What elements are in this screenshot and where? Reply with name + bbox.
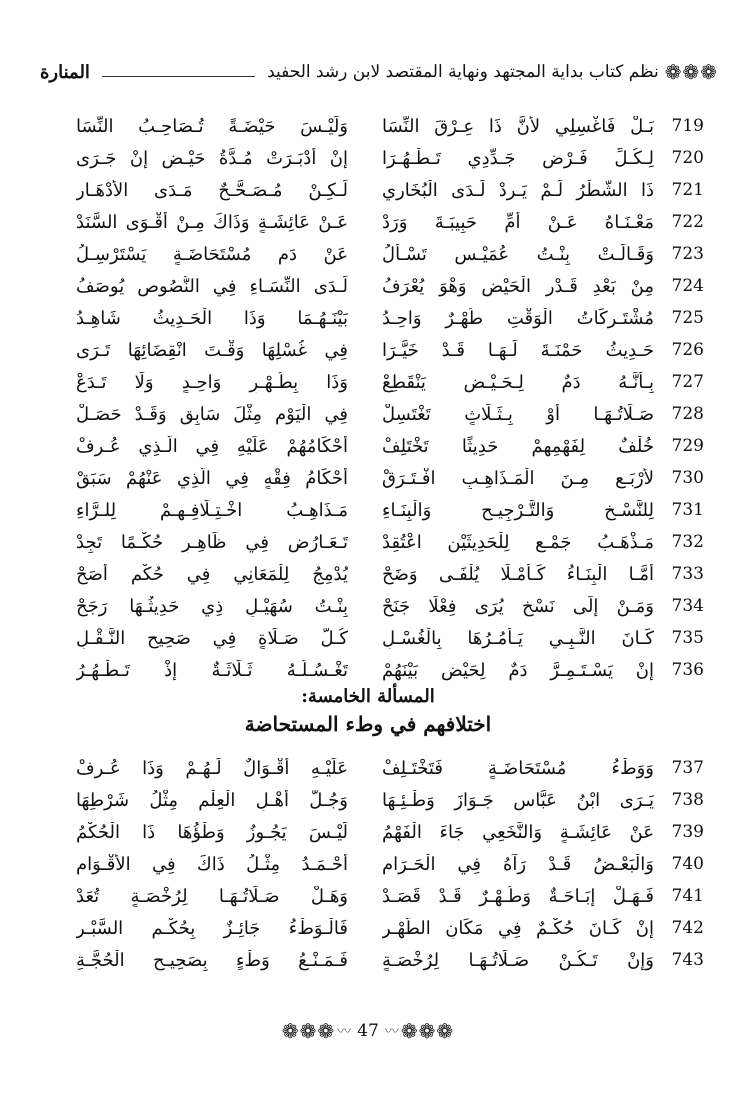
verse-second-hemistich: إنْ أَدْبَـرَتْ مُـدَّةُ حَيْـضٍ إنْ جَـرَى (76, 147, 348, 169)
verse-number: 720 (671, 148, 704, 168)
verse-first-hemistich: ذَا الشَّطْرُ لَـمْ يَـرِدْ لَـدَى الْبُخَارِي (382, 179, 654, 201)
verse-number: 743 (671, 950, 704, 970)
verse-second-hemistich: وَجُـلُّ أَهْـلِ الْعِلْمِ مِثْلُ شَرْطِهَا (76, 789, 348, 811)
section-subheading: اختلافهم في وطء المستحاضة (244, 712, 492, 736)
verse-second-hemistich: عَـنْ عَائِشَـةٍ وَذَاكَ مِـنْ أَقْـوَى السَّنَدْ (76, 211, 348, 233)
verse-number: 721 (671, 180, 704, 200)
verse-first-hemistich: كَـانَ النَّـبِـي يَـأْمُـرُهَا بِالْغُسْـلِ (382, 627, 654, 649)
verse-second-hemistich: أَحْكَامُهُمْ عَلَيْهِ فِي الَّـذِي عُـرِفْ (76, 435, 348, 457)
verse-first-hemistich: لأَرْبَـعٍ مِـنَ الْمَـذَاهِـبِ افْـتَـرَقْ (382, 467, 654, 489)
verse-first-hemistich: فَـهَـلْ إِبَـاحَـةٌ وَطُـهْـرٌ قَـدْ قَصَـدْ (382, 885, 654, 907)
verse-first-hemistich: بَـلْ فَاغْسِلِي لأَنَّ ذَا عِـرْقَ النِّسَا (382, 115, 654, 137)
verse-row (76, 622, 704, 654)
verse-first-hemistich: حَـدِيثُ حَمْنَـةَ لَـهَـا قَـدْ خَيَّـرَا (382, 339, 654, 361)
verse-first-hemistich: إِنْ كَـانَ حُكْـمٌ فِي مَكَانِ الطُّهْـرِ (382, 917, 654, 939)
verses-section-1 (76, 110, 704, 686)
verse-row (76, 752, 704, 784)
verse-first-hemistich: إِنْ يَسْـتَـمِـرَّ دَمٌ لِحَيْضٍ بَيْنَهُمْ (382, 659, 654, 681)
verse-second-hemistich: لَيْـسَ يَجُـوزُ وَطْؤُهَا ذَا الْحُكْمُ (76, 821, 348, 843)
verse-row (76, 110, 704, 142)
verse-row (76, 238, 704, 270)
verse-number: 732 (671, 532, 704, 552)
verse-row (76, 142, 704, 174)
verse-first-hemistich: مُشْتَـرِكَاتُ الْوَقْتِ طُهْـرٌ وَاحِـدُ (382, 307, 654, 329)
verse-number: 731 (671, 500, 704, 520)
footer-wave-right: 〰 (384, 1024, 399, 1040)
verse-first-hemistich: يَـرَى ابْنُ عَبَّاسٍ جَـوَازَ وَطْـئِـهَا (382, 789, 654, 811)
verse-second-hemistich: فِي الْيَوْمِ مِثْلَ سَابِقٍ وَقَـدْ حَصَـلْ (76, 403, 348, 425)
verse-first-hemistich: خُلْفٌ لِفَهْمِهِمْ حَدِيثًا تَخْتَلِفْ (382, 435, 654, 457)
verse-row (76, 654, 704, 686)
verse-second-hemistich: فَـمَـنْـعُ وَطْءٍ بِصَحِيـحِ الْحُجَّـةِ (76, 949, 348, 971)
verse-second-hemistich: بَيْنَـهُـمَا وَذَا الْحَـدِيثُ شَاهِـدُ (76, 307, 348, 329)
verse-second-hemistich: تَـعَـارُضٍ فِي ظَاهِـرٍ حُكْـمًا تَجِدْ (76, 531, 348, 553)
verse-second-hemistich: أَحْـمَـدُ مِثْـلُ ذَاكَ فِي الأَقْـوَامِ (76, 853, 348, 875)
verse-number: 737 (671, 758, 704, 778)
page-footer (0, 1016, 736, 1046)
verse-number: 734 (671, 596, 704, 616)
footer-ornament-left-icon: ❁❁❁ (281, 1019, 336, 1043)
verse-first-hemistich: مَعْـنَـاهُ عَـنْ أُمِّ حَبِيبَـةَ وَرَدْ (382, 211, 654, 233)
header-rule (102, 76, 255, 77)
verse-number: 733 (671, 564, 704, 584)
verse-row (76, 784, 704, 816)
verse-row (76, 944, 704, 976)
verse-row (76, 334, 704, 366)
verse-row (76, 526, 704, 558)
verse-second-hemistich: فِي غُسْلِهَا وَقْـتَ انْقِضَائِهَا تَـرَى (76, 339, 348, 361)
verse-number: 730 (671, 468, 704, 488)
verse-number: 719 (671, 116, 704, 136)
verse-number: 738 (671, 790, 704, 810)
verse-first-hemistich: أَمَّـا الْبِنَـاءُ كَـأَمْـلَا يُلْفَـى وَضَحْ (382, 563, 654, 585)
verse-second-hemistich: فَالْـوَطْءُ جَائِـزٌ بِحُكْـمِ السَّبْـرِ (76, 917, 348, 939)
verse-row (76, 590, 704, 622)
verse-second-hemistich: عَلَيْـهِ أَقْـوَالٌ لَـهُـمْ وَذَا عُـرِفْ (76, 757, 348, 779)
page-header (40, 52, 718, 92)
verse-number: 739 (671, 822, 704, 842)
verse-first-hemistich: مِنْ بَعْدِ قَـدْرِ الْحَيْضِ وَهْوَ يُعْرَفُ (382, 275, 654, 297)
verse-number: 726 (671, 340, 704, 360)
verse-number: 742 (671, 918, 704, 938)
verse-second-hemistich: لَـكِـنْ مُـصَـحَّـحٌ مَـدَى الأَدْهَـارِ (76, 179, 348, 201)
footer-wave-left: 〰 (337, 1024, 352, 1040)
verse-number: 725 (671, 308, 704, 328)
verse-second-hemistich: أَحْكَامُ فِقْهٍ فِي الَّذِي عَنْهُمْ سَبَقْ (76, 467, 348, 489)
verse-row (76, 270, 704, 302)
verse-first-hemistich: صَـلَاتُـهَـا أَوْ بِـثَـلَاثٍ تَغْتَسِلْ (382, 403, 654, 425)
verse-second-hemistich: كُـلَّ صَـلَاةٍ فِي صَحِيحِ النَّـقْـلِ (76, 627, 348, 649)
verse-number: 729 (671, 436, 704, 456)
verse-number: 728 (671, 404, 704, 424)
verse-number: 727 (671, 372, 704, 392)
verse-first-hemistich: بِـأَنَّـهُ دَمٌ لِـحَـيْـضٍ يَنْقَطِعْ (382, 371, 654, 393)
verse-number: 736 (671, 660, 704, 680)
verse-second-hemistich: وَلَيْـسَ حَيْضَـةً تُـصَاحِـبُ النِّسَا (76, 115, 348, 137)
verse-row (76, 366, 704, 398)
verse-second-hemistich: بِنْـتُ سُهَيْـلٍ ذِي حَدِيثُـهَا رَجَحْ (76, 595, 348, 617)
verse-first-hemistich: لِلنَّسْـخِ وَالتَّـرْجِيـحِ وَالْبِنَـاءِ (382, 499, 654, 521)
verses-section-2 (76, 752, 704, 976)
verse-number: 724 (671, 276, 704, 296)
publisher-brand: المنارة (40, 61, 90, 83)
verse-row (76, 494, 704, 526)
verse-row (76, 206, 704, 238)
verse-row (76, 558, 704, 590)
verse-number: 740 (671, 854, 704, 874)
verse-second-hemistich: لَـدَى النِّسَـاءِ فِي النُّصُوصِ يُوصَفُ (76, 275, 348, 297)
verse-row (76, 880, 704, 912)
verse-second-hemistich: مَـذَاهِـبُ اخْـتِـلَافِـهِـمْ لِلـرَّاءِ (76, 499, 348, 521)
verse-row (76, 848, 704, 880)
section-heading: المسألة الخامسة: (301, 686, 435, 707)
verse-number: 722 (671, 212, 704, 232)
verse-row (76, 816, 704, 848)
verse-first-hemistich: عَنْ عَائِشَـةٍ وَالنَّخَعِي جَاءَ الْفَهْمُ (382, 821, 654, 843)
verse-row (76, 174, 704, 206)
verse-first-hemistich: وَوَطْءُ مُسْتَحَاضَـةٍ فَتَخْتَـلِفْ (382, 757, 654, 779)
page-number: 47 (357, 1021, 379, 1041)
verse-row (76, 398, 704, 430)
verse-second-hemistich: يُدْمِجُ لِلْمَعَانِي فِي حُكْمٍ أَصَحْ (76, 563, 348, 585)
verse-row (76, 462, 704, 494)
footer-ornament-right-icon: ❁❁❁ (400, 1019, 455, 1043)
verse-number: 741 (671, 886, 704, 906)
verse-row (76, 302, 704, 334)
verse-row (76, 430, 704, 462)
verse-first-hemistich: لِـكُـلِّ فَـرْضٍ جَـدِّدِي تَـطْـهُـرَا (382, 147, 654, 169)
verse-second-hemistich: عَنْ دَمِ مُسْتَحَاضَـةٍ يَسْتَرْسِـلُ (76, 243, 348, 265)
verse-number: 723 (671, 244, 704, 264)
book-title: نظم كتاب بداية المجتهد ونهاية المقتصد لابن رشد الحفيد (267, 62, 659, 82)
verse-first-hemistich: وَقَـالَـتْ بِنْـتُ عُمَيْـسٍ تَسْـأَلُ (382, 243, 654, 265)
header-ornament-icon: ❁❁❁ (664, 60, 718, 84)
verse-second-hemistich: تَغْـسُـلُـهُ ثَـلَاثَـةٌ إِذْ تَـطْـهُـرُ (76, 659, 348, 681)
verse-first-hemistich: مَـذْهَـبُ جَمْـعٍ لِلْحَدِيثَيْنِ اعْتُقِدْ (382, 531, 654, 553)
verse-first-hemistich: وَإِنْ تَـكُـنْ صَـلَاتُـهَـا لِرُخْصَـةٍ (382, 949, 654, 971)
verse-number: 735 (671, 628, 704, 648)
verse-first-hemistich: وَالْبَعْـضُ قَـدْ رَآهُ فِي الْحَـرَامِ (382, 853, 654, 875)
verse-row (76, 912, 704, 944)
verse-first-hemistich: وَمَـنْ إِلَى نَسْخٍ يُرَى فِعْلًا جَنَحْ (382, 595, 654, 617)
verse-second-hemistich: وَهَـلْ صَـلَاتُـهَـا لِرُخْصَـةٍ تُعَدْ (76, 885, 348, 907)
verse-second-hemistich: وَذَا بِطُـهْـرٍ وَاحِـدٍ وَلَا تَـدَعْ (76, 371, 348, 393)
